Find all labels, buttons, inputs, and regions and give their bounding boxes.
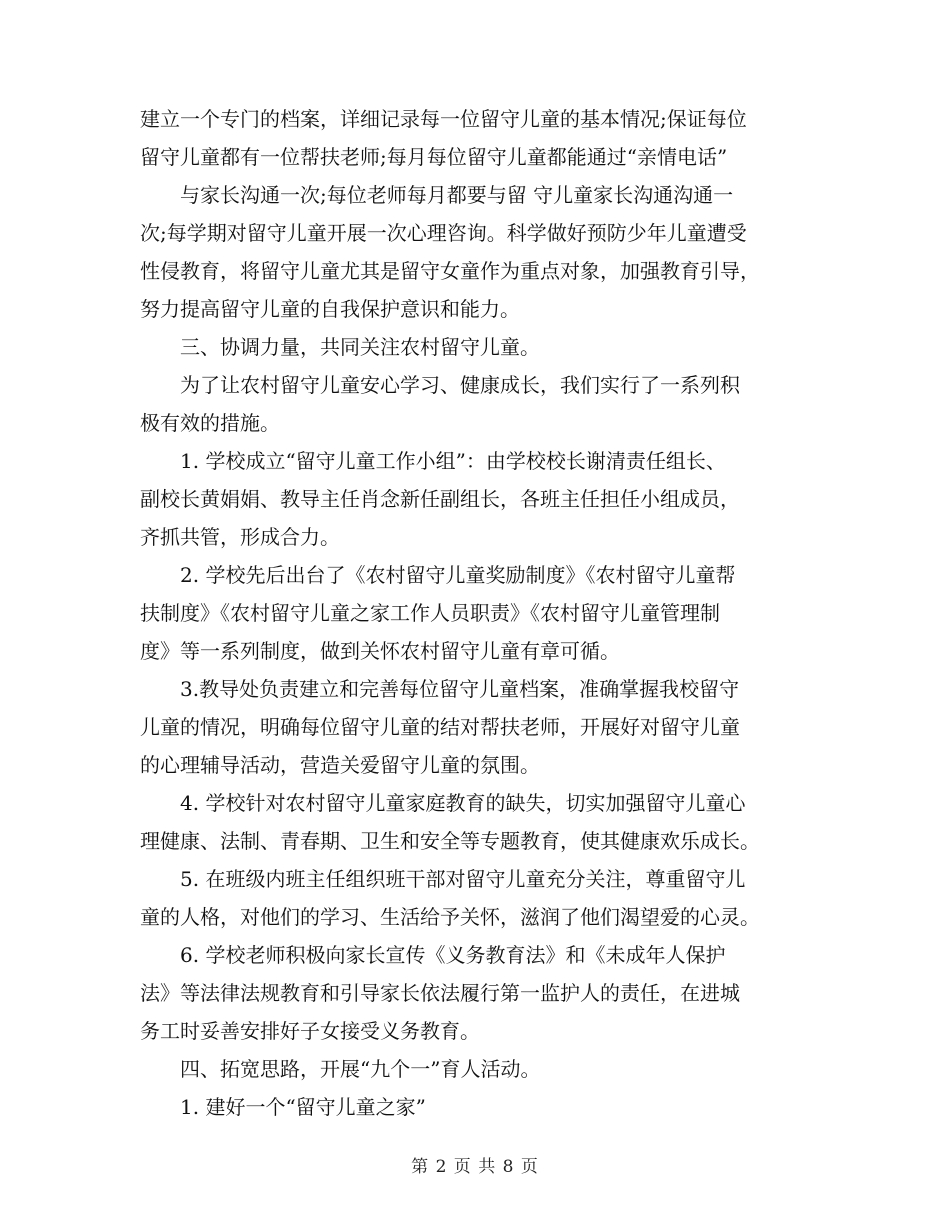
text-line: 4. 学校针对农村留守儿童家庭教育的缺失，切实加强留守儿童心 xyxy=(180,791,746,815)
text-line: 齐抓共管，形成合力。 xyxy=(140,525,340,549)
text-line: 努力提高留守儿童的自我保护意识和能力。 xyxy=(140,297,520,321)
document-body xyxy=(140,100,830,1126)
page-footer: 第 2 页 共 8 页 xyxy=(411,1157,539,1177)
text-line: 留守儿童都有一位帮扶老师;每月每位留守儿童都能通过“亲情电话” xyxy=(140,145,728,169)
text-line: 的心理辅导活动，营造关爱留守儿童的氛围。 xyxy=(140,753,540,777)
text-line: 理健康、法制、青春期、卫生和安全等专题教育，使其健康欢乐成长。 xyxy=(140,829,760,853)
text-line: 3.教导处负责建立和完善每位留守儿童档案，准确掌握我校留守 xyxy=(180,677,740,701)
text-line: 务工时妥善安排好子女接受义务教育。 xyxy=(140,1019,480,1043)
text-line: 儿童的情况，明确每位留守儿童的结对帮扶老师，开展好对留守儿童 xyxy=(140,715,740,739)
text-line: 5. 在班级内班主任组织班干部对留守儿童充分关注，尊重留守儿 xyxy=(180,867,746,891)
text-line: 1. 建好一个“留守儿童之家” xyxy=(180,1095,426,1119)
text-line: 建立一个专门的档案，详细记录每一位留守儿童的基本情况;保证每位 xyxy=(140,107,747,131)
text-line: 6. 学校老师积极向家长宣传《义务教育法》和《未成年人保护 xyxy=(180,943,726,967)
text-line: 为了让农村留守儿童安心学习、健康成长，我们实行了一系列积 xyxy=(180,373,740,397)
text-line: 法》等法律法规教育和引导家长依法履行第一监护人的责任，在进城 xyxy=(140,981,740,1005)
text-line: 童的人格，对他们的学习、生活给予关怀，滋润了他们渴望爱的心灵。 xyxy=(140,905,760,929)
text-line: 副校长黄娟娟、教导主任肖念新任副组长，各班主任担任小组成员， xyxy=(140,487,740,511)
text-line: 极有效的措施。 xyxy=(140,411,280,435)
text-line: 次;每学期对留守儿童开展一次心理咨询。科学做好预防少年儿童遭受 xyxy=(140,221,747,245)
text-line: 与家长沟通一次;每位老师每月都要与留 守儿童家长沟通沟通一 xyxy=(180,183,734,207)
text-line: 1. 学校成立“留守儿童工作小组”：由学校校长谢清责任组长、 xyxy=(180,449,726,473)
text-line: 度》等一系列制度，做到关怀农村留守儿童有章可循。 xyxy=(140,639,620,663)
text-line: 性侵教育，将留守儿童尤其是留守女童作为重点对象，加强教育引导， xyxy=(140,259,760,283)
text-line: 四、拓宽思路，开展“九个一”育人活动。 xyxy=(180,1057,541,1081)
text-line: 2. 学校先后出台了《农村留守儿童奖励制度》《农村留守儿童帮 xyxy=(180,563,736,587)
text-line: 扶制度》《农村留守儿童之家工作人员职责》《农村留守儿童管理制 xyxy=(140,601,720,625)
text-line: 三、协调力量，共同关注农村留守儿童。 xyxy=(180,335,540,359)
